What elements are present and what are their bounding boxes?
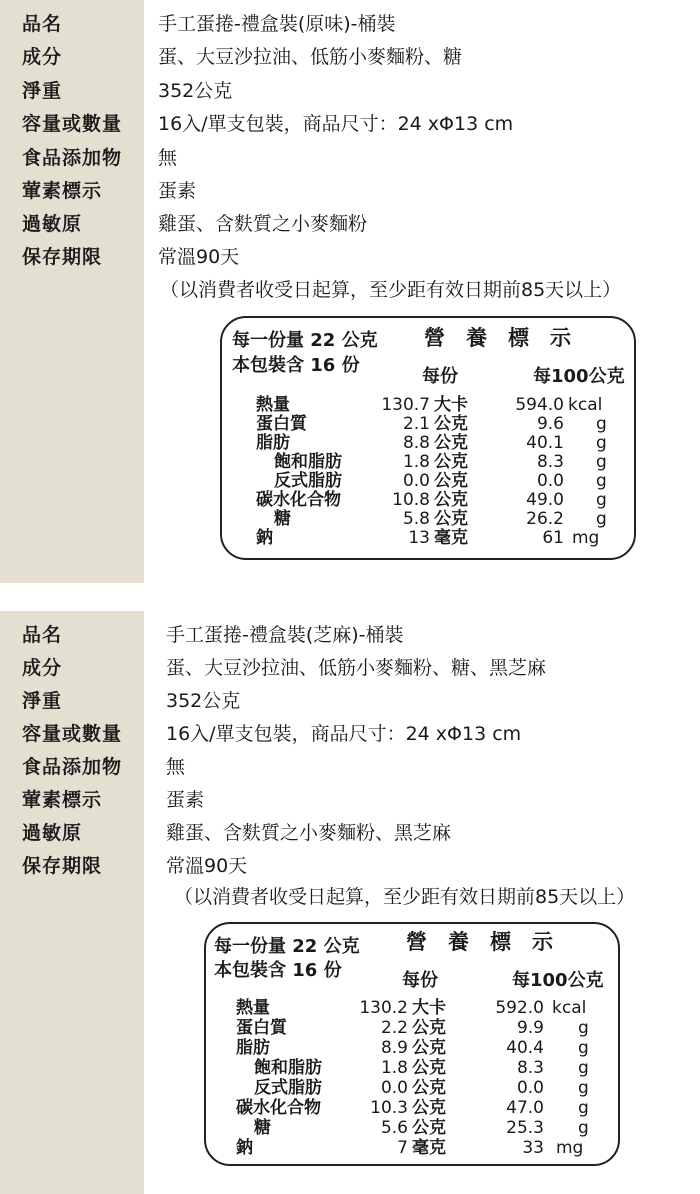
nutrient-unit-100g: g	[578, 1078, 589, 1098]
nutrient-name: 碳水化合物	[236, 1098, 321, 1118]
value-name: 手工蛋捲-禮盒裝(芝麻)-桶裝	[166, 624, 404, 646]
label-capacity: 容量或數量	[22, 723, 123, 745]
col-per-100g: 每100公克	[533, 366, 625, 387]
nutrient-value: 5.8	[402, 509, 430, 529]
nutrient-value-100g: 9.6	[536, 414, 564, 434]
value-name: 手工蛋捲-禮盒裝(原味)-桶裝	[158, 13, 396, 35]
nutrition-title: 營 養 標 示	[406, 930, 553, 954]
nutrient-unit-100g: g	[596, 509, 607, 529]
servings-per-package: 本包裝含 16 份	[214, 960, 342, 981]
label-shelf-life: 保存期限	[22, 246, 103, 268]
value-shelf-life: 常溫90天	[166, 855, 248, 877]
nutrient-value-100g: 47.0	[506, 1098, 544, 1118]
nutrient-unit-100g: g	[596, 452, 607, 472]
nutrient-unit: 公克	[412, 1118, 446, 1138]
nutrient-value-100g: 594.0	[515, 395, 564, 415]
nutrient-unit-100g: g	[596, 433, 607, 453]
serving-size: 每一份量 22 公克	[232, 330, 378, 351]
nutrient-value: 10.8	[392, 490, 430, 510]
value-ingredients: 蛋、大豆沙拉油、低筋小麥麵粉、糖	[158, 46, 463, 68]
value-allergens: 雞蛋、含麩質之小麥麵粉	[158, 213, 368, 235]
nutrient-value: 0.0	[380, 1078, 408, 1098]
serving-size: 每一份量 22 公克	[214, 936, 360, 957]
nutrient-value-100g: 8.3	[536, 452, 564, 472]
nutrition-table	[220, 316, 636, 560]
value-net-weight: 352公克	[166, 690, 241, 712]
nutrient-name: 糖	[254, 1118, 271, 1138]
nutrient-value: 1.8	[380, 1058, 408, 1078]
nutrient-unit: 毫克	[434, 528, 468, 548]
nutrient-unit: 公克	[434, 471, 468, 491]
nutrient-value-100g: 33	[522, 1138, 544, 1158]
nutrient-name: 鈉	[256, 528, 273, 548]
value-capacity: 16入/單支包裝，商品尺寸：24 xΦ13 cm	[166, 723, 522, 745]
nutrient-unit: 大卡	[434, 395, 468, 415]
col-per-serving: 每份	[402, 970, 438, 991]
label-name: 品名	[22, 13, 63, 35]
nutrient-unit-100g: mg	[572, 528, 600, 548]
label-net-weight: 淨重	[22, 80, 63, 102]
nutrient-value: 2.2	[380, 1018, 408, 1038]
nutrient-unit: 公克	[412, 1098, 446, 1118]
shelf-life-note: （以消費者收受日起算，至少距有效日期前85天以上）	[160, 279, 622, 301]
nutrient-unit-100g: g	[578, 1098, 589, 1118]
nutrient-unit-100g: g	[578, 1018, 589, 1038]
nutrient-name: 熱量	[236, 998, 270, 1018]
nutrient-value-100g: 40.1	[526, 433, 564, 453]
label-capacity: 容量或數量	[22, 113, 123, 135]
nutrient-unit-100g: g	[596, 471, 607, 491]
value-additives: 無	[166, 756, 186, 778]
value-net-weight: 352公克	[158, 80, 233, 102]
nutrient-value: 7	[397, 1138, 408, 1158]
nutrient-unit: 毫克	[412, 1138, 446, 1158]
label-ingredients: 成分	[22, 657, 63, 679]
nutrient-name: 脂肪	[236, 1038, 270, 1058]
nutrient-unit: 公克	[434, 452, 468, 472]
nutrient-unit: 公克	[434, 490, 468, 510]
nutrition-table	[204, 922, 620, 1166]
nutrient-value-100g: 0.0	[516, 1078, 544, 1098]
nutrient-value-100g: 49.0	[526, 490, 564, 510]
nutrient-value-100g: 0.0	[536, 471, 564, 491]
nutrient-value: 130.2	[359, 998, 408, 1018]
label-vegetarian: 葷素標示	[22, 180, 103, 202]
value-vegetarian: 蛋素	[166, 789, 205, 811]
value-allergens: 雞蛋、含麩質之小麥麵粉、黑芝麻	[166, 822, 452, 844]
nutrient-value: 0.0	[402, 471, 430, 491]
nutrient-unit-100g: kcal	[552, 998, 587, 1018]
nutrient-name: 反式脂肪	[274, 471, 342, 491]
nutrient-name: 蛋白質	[236, 1018, 287, 1038]
nutrient-unit: 公克	[434, 433, 468, 453]
value-shelf-life: 常溫90天	[158, 246, 240, 268]
label-additives: 食品添加物	[22, 756, 123, 778]
nutrient-name: 熱量	[256, 395, 290, 415]
nutrient-name: 飽和脂肪	[254, 1058, 322, 1078]
nutrient-value-100g: 26.2	[526, 509, 564, 529]
nutrient-unit-100g: kcal	[568, 395, 603, 415]
nutrient-unit-100g: g	[578, 1118, 589, 1138]
nutrient-name: 飽和脂肪	[274, 452, 342, 472]
label-shelf-life: 保存期限	[22, 855, 103, 877]
servings-per-package: 本包裝含 16 份	[232, 355, 360, 376]
nutrient-value-100g: 8.3	[516, 1058, 544, 1078]
label-allergens: 過敏原	[22, 822, 83, 844]
nutrient-value: 8.9	[380, 1038, 408, 1058]
label-allergens: 過敏原	[22, 213, 83, 235]
nutrient-value-100g: 9.9	[516, 1018, 544, 1038]
nutrient-value: 8.8	[402, 433, 430, 453]
nutrient-value: 13	[408, 528, 430, 548]
nutrient-value-100g: 40.4	[506, 1038, 544, 1058]
nutrient-value-100g: 592.0	[495, 998, 544, 1018]
nutrient-value: 10.3	[370, 1098, 408, 1118]
label-ingredients: 成分	[22, 46, 63, 68]
label-net-weight: 淨重	[22, 690, 63, 712]
label-additives: 食品添加物	[22, 147, 123, 169]
shelf-life-note: （以消費者收受日起算，至少距有效日期前85天以上）	[174, 886, 636, 908]
nutrient-unit: 大卡	[412, 998, 446, 1018]
product-section-sesame	[0, 611, 700, 1194]
nutrition-title: 營 養 標 示	[424, 326, 571, 350]
nutrient-name: 碳水化合物	[256, 490, 341, 510]
value-vegetarian: 蛋素	[158, 180, 197, 202]
product-section-original	[0, 0, 700, 583]
label-vegetarian: 葷素標示	[22, 789, 103, 811]
nutrient-unit-100g: g	[596, 490, 607, 510]
nutrient-value: 130.7	[381, 395, 430, 415]
nutrient-unit-100g: g	[596, 414, 607, 434]
nutrient-value: 2.1	[402, 414, 430, 434]
nutrient-unit: 公克	[412, 1058, 446, 1078]
nutrient-name: 反式脂肪	[254, 1078, 322, 1098]
nutrient-value-100g: 25.3	[506, 1118, 544, 1138]
nutrient-unit-100g: mg	[556, 1138, 584, 1158]
col-per-100g: 每100公克	[512, 970, 604, 991]
value-ingredients: 蛋、大豆沙拉油、低筋小麥麵粉、糖、黑芝麻	[166, 657, 547, 679]
nutrient-name: 糖	[274, 509, 291, 529]
col-per-serving: 每份	[422, 366, 458, 387]
nutrient-unit: 公克	[412, 1018, 446, 1038]
nutrient-unit: 公克	[434, 414, 468, 434]
nutrient-name: 脂肪	[256, 433, 290, 453]
nutrient-value-100g: 61	[542, 528, 564, 548]
nutrient-value: 1.8	[402, 452, 430, 472]
nutrient-name: 蛋白質	[256, 414, 307, 434]
nutrient-unit: 公克	[434, 509, 468, 529]
nutrient-unit-100g: g	[578, 1038, 589, 1058]
nutrient-unit: 公克	[412, 1078, 446, 1098]
value-additives: 無	[158, 147, 178, 169]
nutrient-unit: 公克	[412, 1038, 446, 1058]
nutrient-name: 鈉	[236, 1138, 253, 1158]
value-capacity: 16入/單支包裝，商品尺寸：24 xΦ13 cm	[158, 113, 514, 135]
nutrient-value: 5.6	[380, 1118, 408, 1138]
label-name: 品名	[22, 624, 63, 646]
nutrient-unit-100g: g	[578, 1058, 589, 1078]
